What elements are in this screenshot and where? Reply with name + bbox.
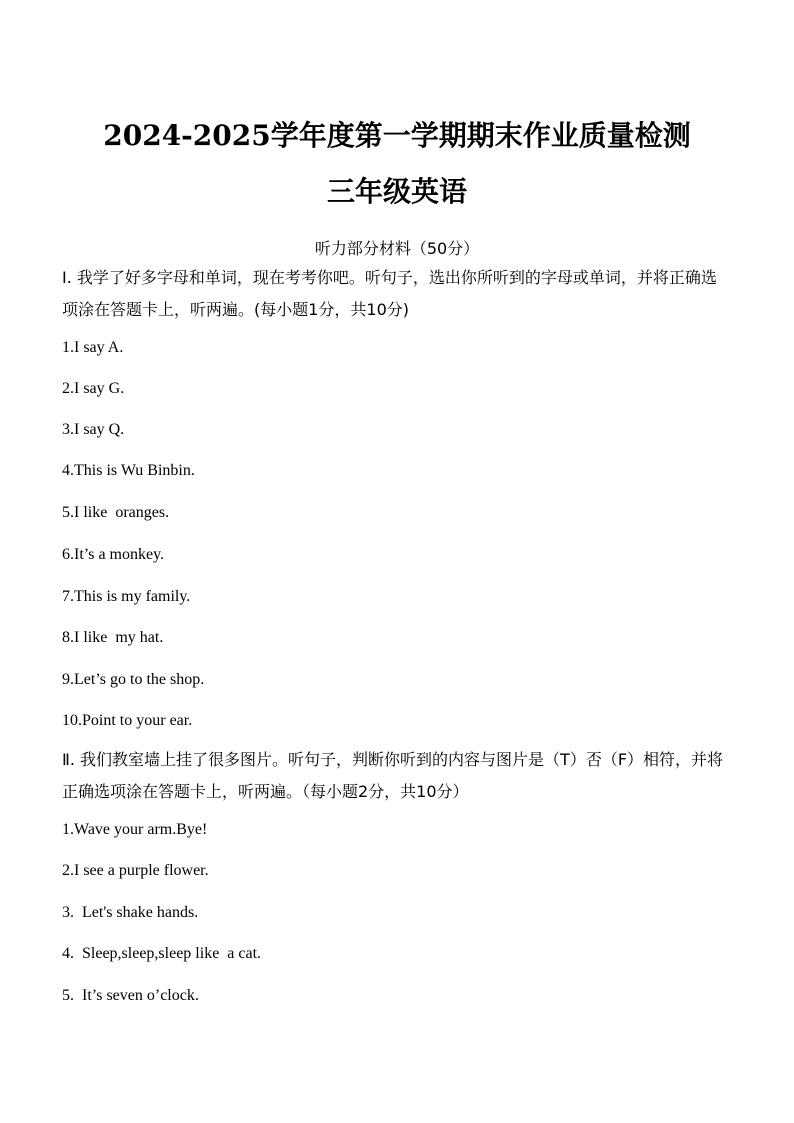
document-title: 2024-2025学年度第一学期期末作业质量检测 <box>103 119 691 152</box>
part2-item: 3. Let's shake hands. <box>62 904 199 921</box>
part1-item: 10.Point to your ear. <box>62 712 193 729</box>
part2-item: 5. It’s seven o’clock. <box>62 987 199 1004</box>
part2-item: 1.Wave your arm.Bye! <box>62 821 208 838</box>
part1-item: 1.I say A. <box>62 339 124 356</box>
part1-item: 6.It’s a monkey. <box>62 546 165 563</box>
part1-instruction: I. 我学了好多字母和单词，现在考考你吧。听句子，选出你所听到的字母或单词，并将正确选项涂在答题卡上，听两遍。(每小题1分，共10分) <box>62 268 717 319</box>
part2-item: 4. Sleep,sleep,sleep like a cat. <box>62 945 262 962</box>
section-header: 听力部分材料（50分） <box>314 239 480 258</box>
part1-item: 7.This is my family. <box>62 588 191 605</box>
part2-instruction: Ⅱ. 我们教室墙上挂了很多图片。听句子，判断你听到的内容与图片是（T）否（F）相符，并将正确选项涂在答题卡上，听两遍。（每小题2分，共10分） <box>62 750 724 801</box>
part1-item: 8.I like my hat. <box>62 629 164 646</box>
document-subtitle: 三年级英语 <box>326 175 467 208</box>
part1-item: 9.Let’s go to the shop. <box>62 671 205 688</box>
part1-item: 5.I like oranges. <box>62 504 170 521</box>
part1-item: 4.This is Wu Binbin. <box>62 462 195 479</box>
part1-item: 2.I say G. <box>62 380 125 397</box>
part2-item: 2.I see a purple flower. <box>62 862 209 879</box>
part1-item: 3.I say Q. <box>62 421 125 438</box>
